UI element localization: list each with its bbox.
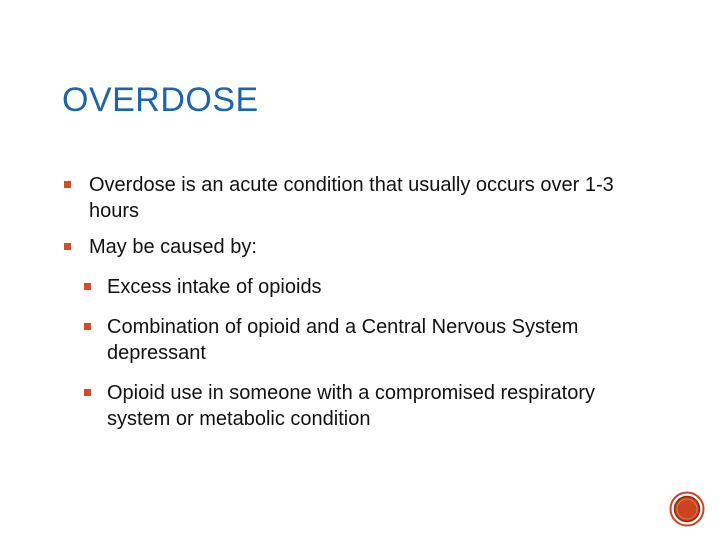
bullet-marker-icon (64, 181, 71, 188)
bullet-marker-icon (84, 283, 91, 290)
bullet-text: Opioid use in someone with a compromised respiratory system or metabolic condition (107, 382, 595, 430)
bullet-item (62, 234, 652, 260)
sub-bullet-item (81, 314, 652, 366)
bullet-item (62, 172, 652, 224)
sub-bullet-item (81, 380, 652, 432)
bullet-marker-icon (84, 389, 91, 396)
slide-title: OVERDOSE (62, 81, 259, 119)
bullet-text: May be caused by: (89, 236, 257, 258)
bullet-text: Combination of opioid and a Central Nervous System depressant (107, 316, 579, 364)
bullet-list (62, 172, 652, 446)
bullet-marker-icon (64, 243, 71, 250)
circle-button-graphic (669, 491, 705, 527)
bullet-text: Excess intake of opioids (107, 276, 322, 298)
circle-button-icon[interactable] (669, 491, 705, 527)
bullet-marker-icon (84, 323, 91, 330)
sub-bullet-item (81, 274, 652, 300)
bullet-text: Overdose is an acute condition that usually occurs over 1-3 hours (89, 174, 614, 222)
